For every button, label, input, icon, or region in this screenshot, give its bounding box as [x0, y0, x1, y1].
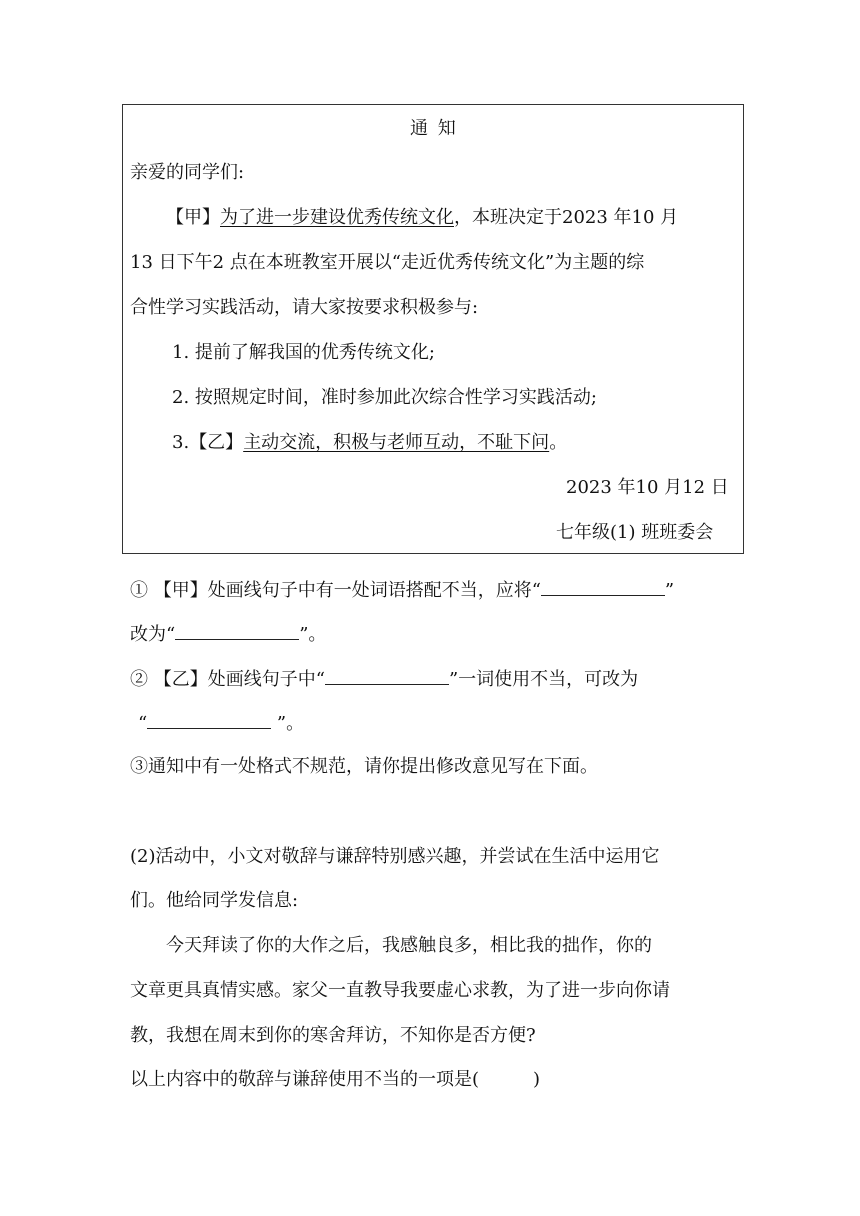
notice-paragraph-line-1: 【甲】为了进一步建设优秀传统文化，本班决定于2023 年10 月 [166, 207, 679, 228]
jia-marker: 【甲】 [166, 207, 220, 228]
yi-marker: 【乙】 [189, 432, 244, 453]
notice-item-2: 2. 按照规定时间，准时参加此次综合性学习实践活动; [172, 387, 597, 408]
question-1-line-2: 改为“ ”。 [130, 621, 326, 647]
jia-underlined-sentence: 为了进一步建设优秀传统文化 [220, 207, 454, 228]
answer-blank[interactable] [147, 710, 271, 729]
notice-greeting: 亲爱的同学们: [130, 162, 245, 183]
question-1: ① 【甲】处画线句子中有一处词语搭配不当，应将“ ” [130, 577, 674, 603]
notice-paragraph-line-3: 合性学习实践活动，请大家按要求积极参与: [130, 297, 479, 318]
part2-intro-line-2: 们。他给同学发信息: [130, 890, 299, 911]
notice-item-1: 1. 提前了解我国的优秀传统文化; [172, 342, 435, 363]
message-line-1: 今天拜读了你的大作之后，我感触良多，相比我的拙作，你的 [166, 935, 652, 956]
notice-paragraph-line-2: 13 日下午2 点在本班教室开展以“走近优秀传统文化”为主题的综 [130, 252, 645, 273]
yi-underlined-sentence: 主动交流，积极与老师互动，不耻下问 [243, 432, 550, 453]
message-line-2: 文章更具真情实感。家父一直教导我要虚心求教，为了进一步向你请 [130, 980, 670, 1001]
notice-item-3: 3.【乙】主动交流，积极与老师互动，不耻下问。 [172, 432, 568, 453]
answer-blank[interactable] [325, 666, 449, 685]
question-2: ② 【乙】处画线句子中“ ”一词使用不当，可改为 [130, 666, 638, 692]
answer-blank[interactable] [541, 577, 665, 596]
part2-intro-line-1: (2)活动中，小文对敬辞与谦辞特别感兴趣，并尝试在生活中运用它 [130, 846, 660, 867]
question-3: ③通知中有一处格式不规范，请你提出修改意见写在下面。 [130, 756, 598, 777]
choice-question: 以上内容中的敬辞与谦辞使用不当的一项是( ) [130, 1069, 541, 1090]
notice-date: 2023 年10 月12 日 [566, 477, 729, 498]
question-2-line-2: “ ”。 [138, 710, 304, 736]
message-line-3: 教，我想在周末到你的寒舍拜访，不知你是否方便? [130, 1025, 536, 1046]
notice-title: 通 知 [410, 118, 458, 139]
notice-signature: 七年级(1) 班班委会 [556, 522, 714, 543]
answer-blank[interactable] [175, 621, 299, 640]
